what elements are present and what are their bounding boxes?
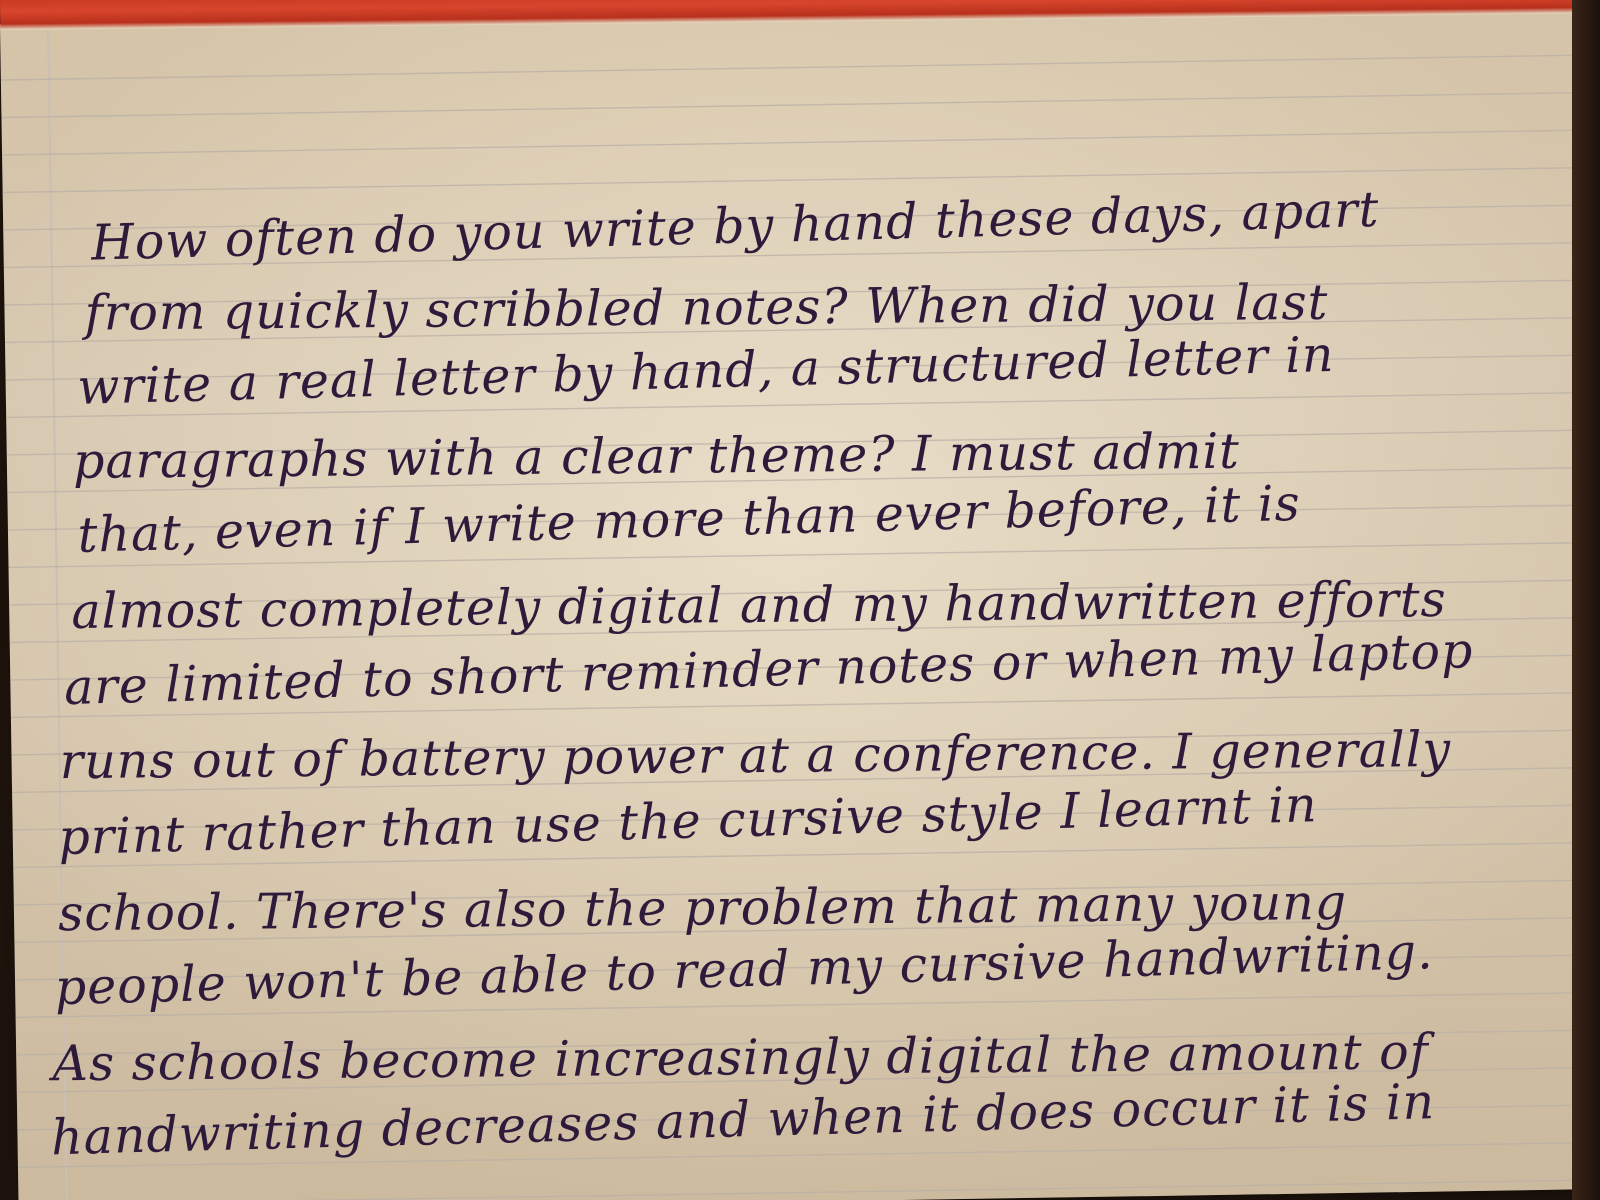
text-line: almost completely digital and my handwritten efforts xyxy=(71,570,1447,640)
text-line: As schools become increasingly digital the amount of xyxy=(52,1023,1429,1093)
text-line: handwriting decreases and when it does occur it is in xyxy=(50,1073,1436,1167)
text-line: runs out of battery power at a conference. I generally xyxy=(59,721,1452,791)
page-shadow-edge xyxy=(1572,0,1600,1200)
text-line: from quickly scribbled notes? When did you last xyxy=(84,273,1329,342)
text-line: print rather than use the cursive style I learnt in xyxy=(57,776,1319,867)
text-line: school. There's also the problem that many young xyxy=(57,873,1348,943)
text-line: How often do you write by hand these days, apart xyxy=(90,180,1381,272)
text-line: are limited to short reminder notes or when my laptop xyxy=(63,622,1474,717)
text-line: paragraphs with a clear theme? I must admit xyxy=(72,422,1241,490)
text-line: that, even if I write more than ever before, it is xyxy=(76,474,1302,564)
text-line: people won't be able to read my cursive handwriting. xyxy=(54,923,1435,1017)
text-line: write a real letter by hand, a structured letter in xyxy=(76,325,1336,416)
